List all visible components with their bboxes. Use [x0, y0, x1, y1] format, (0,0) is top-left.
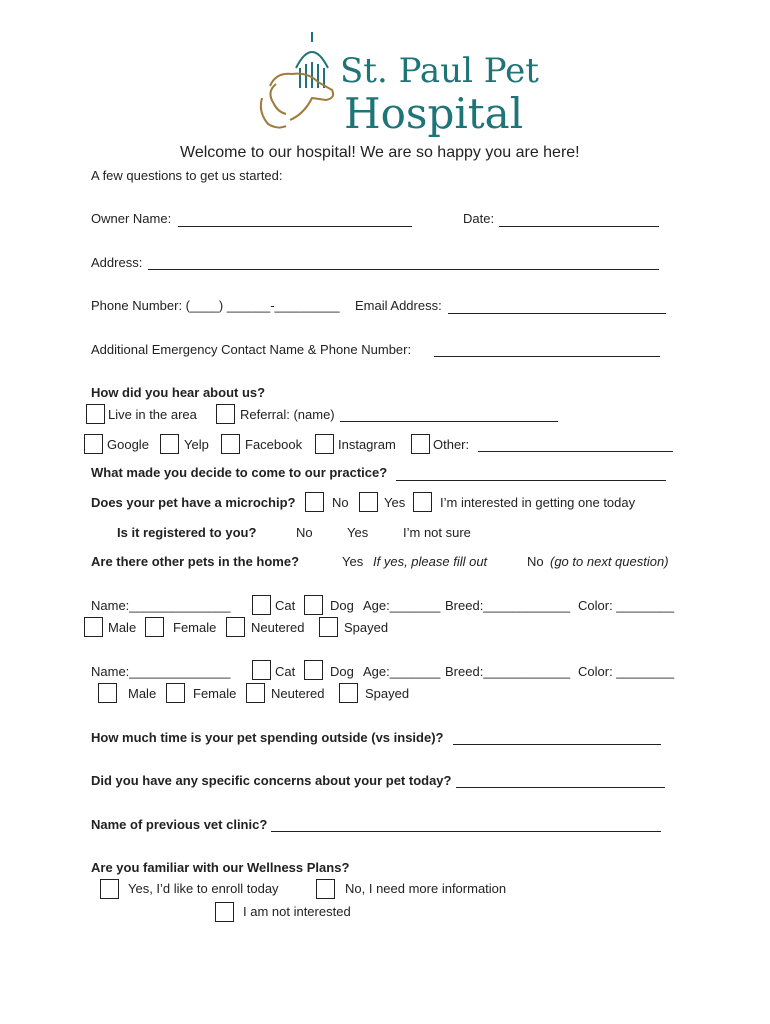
not-interested-label: I am not interested	[243, 904, 351, 919]
registered-no: No	[296, 525, 313, 540]
intro-text: A few questions to get us started:	[91, 168, 283, 183]
google-checkbox[interactable]	[84, 434, 103, 454]
logo-line2: Hospital	[344, 89, 524, 138]
address-field[interactable]	[148, 269, 659, 270]
practice-question: What made you decide to come to our practice?	[91, 465, 388, 480]
email-field[interactable]	[448, 313, 666, 314]
microchip-no-checkbox[interactable]	[305, 492, 324, 512]
referral-checkbox[interactable]	[216, 404, 235, 424]
pet1-neutered-checkbox[interactable]	[226, 617, 245, 637]
hear-question: How did you hear about us?	[91, 385, 266, 400]
email-label: Email Address:	[355, 298, 442, 313]
live-area-checkbox[interactable]	[86, 404, 105, 424]
dome-icon	[296, 32, 328, 88]
not-interested-checkbox[interactable]	[215, 902, 234, 922]
pet2-dog-label: Dog	[330, 664, 354, 679]
pet2-male-checkbox[interactable]	[98, 683, 117, 703]
pet2-dog-checkbox[interactable]	[304, 660, 323, 680]
other-pets-no-note: (go to next question)	[550, 554, 669, 569]
pet2-breed-label: Breed:____________	[445, 664, 571, 679]
concerns-field[interactable]	[456, 787, 665, 788]
pet2-neutered-checkbox[interactable]	[246, 683, 265, 703]
other-pets-yes: Yes	[342, 554, 364, 569]
instagram-label: Instagram	[338, 437, 396, 452]
owner-name-field[interactable]	[178, 226, 412, 227]
pet2-female-label: Female	[193, 686, 237, 701]
registered-unsure: I’m not sure	[403, 525, 471, 540]
other-checkbox[interactable]	[411, 434, 430, 454]
date-label: Date:	[463, 211, 495, 226]
pet1-female-label: Female	[173, 620, 217, 635]
other-pets-no: No	[527, 554, 544, 569]
microchip-interested-checkbox[interactable]	[413, 492, 432, 512]
registered-question: Is it registered to you?	[117, 525, 257, 540]
microchip-yes-label: Yes	[384, 495, 406, 510]
pet2-spayed-checkbox[interactable]	[339, 683, 358, 703]
microchip-interested-label: I’m interested in getting one today	[440, 495, 636, 510]
welcome-heading: Welcome to our hospital! We are so happy you are here!	[180, 144, 580, 161]
previous-vet-question: Name of previous vet clinic?	[91, 817, 268, 832]
microchip-question: Does your pet have a microchip?	[91, 495, 296, 510]
more-info-label: No, I need more information	[345, 881, 507, 896]
microchip-no-label: No	[332, 495, 349, 510]
registered-yes: Yes	[347, 525, 369, 540]
outside-question: How much time is your pet spending outside (vs inside)?	[91, 730, 444, 745]
dog-cat-icon	[261, 74, 333, 128]
facebook-checkbox[interactable]	[221, 434, 240, 454]
wellness-question: Are you familiar with our Wellness Plans?	[91, 860, 350, 875]
previous-vet-field[interactable]	[271, 831, 661, 832]
facebook-label: Facebook	[245, 437, 303, 452]
microchip-yes-checkbox[interactable]	[359, 492, 378, 512]
pet1-cat-label: Cat	[275, 598, 296, 613]
pet2-neutered-label: Neutered	[271, 686, 325, 701]
pet1-breed-label: Breed:____________	[445, 598, 571, 613]
owner-name-label: Owner Name:	[91, 211, 172, 226]
pet1-dog-checkbox[interactable]	[304, 595, 323, 615]
pet2-cat-checkbox[interactable]	[252, 660, 271, 680]
referral-name-field[interactable]	[340, 421, 558, 422]
pet2-age-label: Age:_______	[363, 664, 441, 679]
more-info-checkbox[interactable]	[316, 879, 335, 899]
yelp-checkbox[interactable]	[160, 434, 179, 454]
other-pets-yes-note: If yes, please fill out	[373, 554, 488, 569]
pet2-name-label: Name:______________	[91, 664, 231, 679]
google-label: Google	[107, 437, 149, 452]
phone-label: Phone Number: (____) ______-_________	[91, 298, 340, 313]
other-label: Other:	[433, 437, 470, 452]
practice-field[interactable]	[396, 480, 666, 481]
pet1-cat-checkbox[interactable]	[252, 595, 271, 615]
pet1-spayed-checkbox[interactable]	[319, 617, 338, 637]
pet1-male-checkbox[interactable]	[84, 617, 103, 637]
pet1-name-label: Name:______________	[91, 598, 231, 613]
other-field[interactable]	[478, 451, 673, 452]
enroll-label: Yes, I’d like to enroll today	[128, 881, 279, 896]
pet2-color-label: Color: ________	[578, 664, 675, 679]
outside-field[interactable]	[453, 744, 661, 745]
other-pets-question: Are there other pets in the home?	[91, 554, 300, 569]
pet1-female-checkbox[interactable]	[145, 617, 164, 637]
instagram-checkbox[interactable]	[315, 434, 334, 454]
pet1-spayed-label: Spayed	[344, 620, 389, 635]
pet2-male-label: Male	[128, 686, 157, 701]
pet1-dog-label: Dog	[330, 598, 354, 613]
emergency-contact-label: Additional Emergency Contact Name & Phone Number:	[91, 342, 412, 357]
pet1-color-label: Color: ________	[578, 598, 675, 613]
pet1-age-label: Age:_______	[363, 598, 441, 613]
pet1-neutered-label: Neutered	[251, 620, 305, 635]
emergency-contact-field[interactable]	[434, 356, 660, 357]
concerns-question: Did you have any specific concerns about your pet today?	[91, 773, 452, 788]
pet2-female-checkbox[interactable]	[166, 683, 185, 703]
address-label: Address:	[91, 255, 143, 270]
referral-label: Referral: (name)	[240, 407, 335, 422]
live-area-label: Live in the area	[108, 407, 197, 422]
enroll-checkbox[interactable]	[100, 879, 119, 899]
pet2-spayed-label: Spayed	[365, 686, 410, 701]
date-field[interactable]	[499, 226, 659, 227]
pet1-male-label: Male	[108, 620, 137, 635]
pet2-cat-label: Cat	[275, 664, 296, 679]
hospital-logo	[256, 28, 539, 138]
logo-line1: St. Paul Pet	[340, 51, 539, 91]
yelp-label: Yelp	[184, 437, 209, 452]
